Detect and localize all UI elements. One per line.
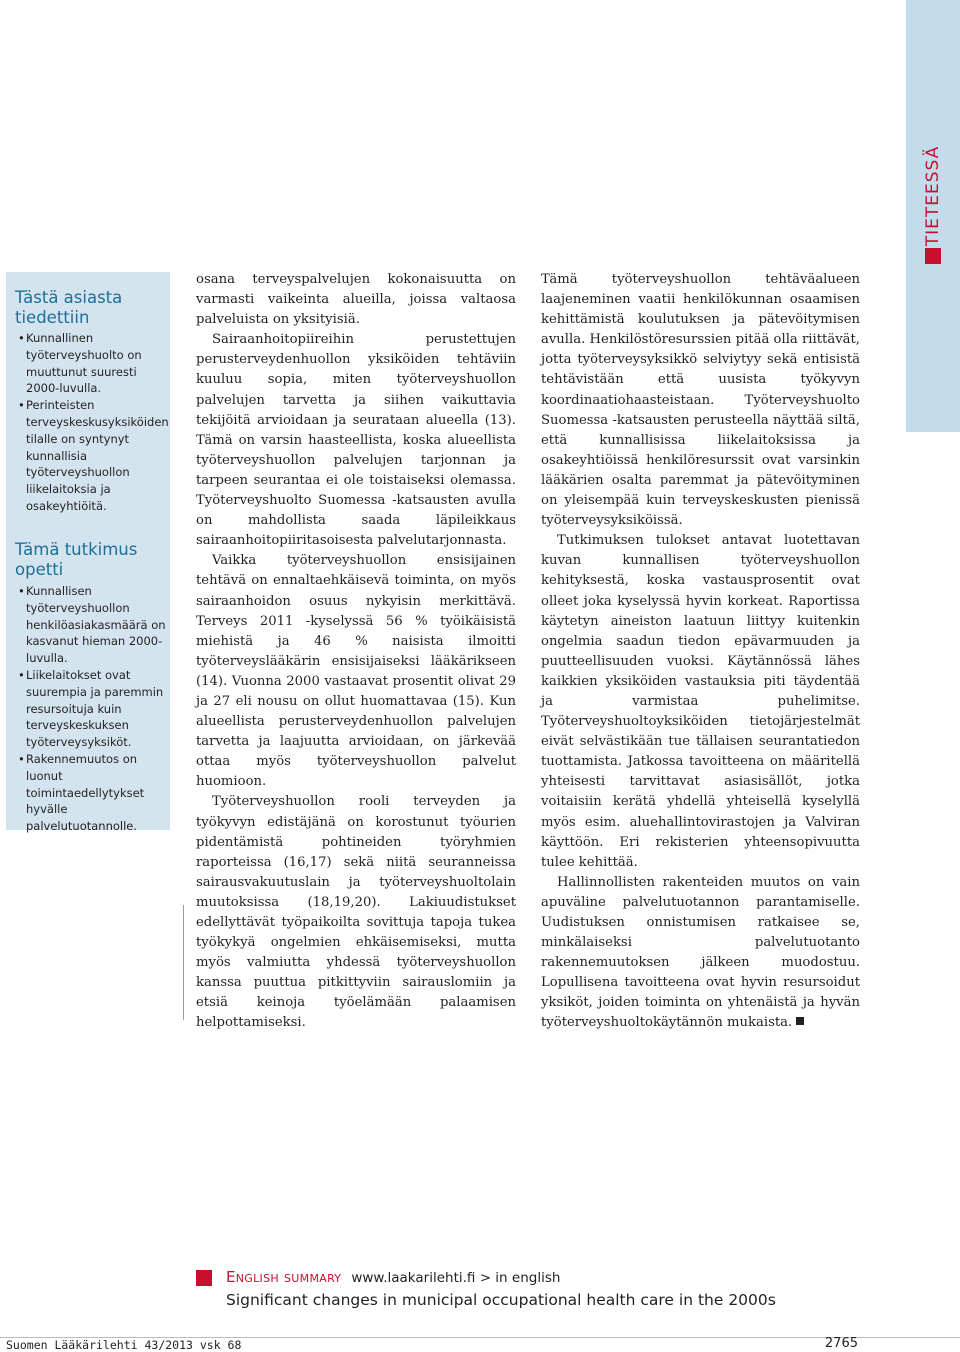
list-item: • Kunnallinen työterveyshuolto on muuttunut suuresti 2000-luvulla. xyxy=(18,330,168,397)
paragraph: Työterveyshuollon rooli terveyden ja työkyvyn edistäjänä on korostunut työurien pidentämistä pohtineiden työryhmien raporteissa (16,17) sekä niitä seuranneissa sairausvakuutuslain ja työterveyshuoltolain muutoksissa (18,19,20). Lakiuudistukset edellyttävät työpaikoilta sovittuja tapoja tukea työkykyä ongelmien ehkäisemiseksi, mutta myös valmiutta yhdessä työterveyshuollon kanssa puuttua pitkittyviin sairauslomiin ja etsiä keinoja työelämään palaamisen helpottamiseksi. xyxy=(196,794,516,1031)
key-points-box xyxy=(6,272,170,834)
known-list xyxy=(18,330,168,515)
list-item: • Perinteisten terveyskeskusyksiköiden tilalle on syntynyt kunnallisia työterveyshuollon liikelaitoksia ja osakeyhtiöitä. xyxy=(18,397,168,515)
english-summary-link[interactable]: www.laakarilehti.fi > in english xyxy=(351,1270,561,1286)
section-tab xyxy=(906,0,960,432)
paragraph: Tämä työterveyshuollon tehtäväalueen laajeneminen vaatii henkilökunnan osaamisen kehittämistä koulutuksen ja pätevöitymisen avulla. Henkilöstöresurssien pitää olla riittävät, jotta työterveysyksikkö selviytyy sekä entisistä tehtävistään että uusista työkyvyn koordinaatiohaasteistaan. Työterveyshuolto Suomessa -katsausten perusteella näyttää siltä, että kunnallisissa liikelaitoksissa ja osakeyhtiöissä henkilöresurssit ovat varsinkin lääkärien osalta paremmat ja pätevöityminen on yleisempää kuin terveyskeskusten pienissä työterveysyksiköissä. xyxy=(541,272,860,529)
section-tab-label: TIETEESSÄ xyxy=(923,145,943,247)
footer-journal: Suomen Lääkärilehti 43/2013 vsk 68 xyxy=(6,1338,242,1352)
paragraph: Vaikka työterveyshuollon ensisijainen tehtävä on ennaltaehkäisevä toiminta, on myös sairaanhoidon osuus nykyisin merkittävä. Terveys 2011 -kyselyssä 56 % työikäisistä miehistä ja 46 % naisista ilmoitti työterveyslääkärin ensisijaiseksi lääkärikseen (14). Vuonna 2000 vastaavat prosentit olivat 29 ja 27 eli nousu on ollut huomattavaa (15). Kun alueellista perusterveydenhuollon palvelujen tarvetta ja laajuutta arvioidaan, on järkevää ottaa myös työterveyshuollon palvelut huomioon. xyxy=(196,553,516,790)
paragraph-text: Hallinnollisten rakenteiden muutos on vain apuväline palvelutuotannon parantamiselle. Uudistuksen onnistumisen ratkaisee se, minkälaiseksi palvelutuotanto rakennemuutoksen jälkeen muodostuu. Lopullisena tavoitteena ovat hyvin resursoidut yksiköt, joiden toiminta on yhtenäistä ja hyvän työterveyshuoltokäytännön mukaista. xyxy=(541,874,860,1031)
section-marker-square xyxy=(925,248,941,264)
learned-heading: Tämä tutkimus opetti xyxy=(15,540,138,579)
section-tab-content xyxy=(906,145,960,270)
english-summary-header xyxy=(226,1266,560,1289)
paragraph: Tutkimuksen tulokset antavat luotettavan kuvan kunnallisen työterveyshuollon kehityksestä, koska vastausprosentit ovat olleet joka kyselyssä hyvin korkeat. Raportissa käytetyn aineiston laatuun liittyy kuitenkin ongelmia saadun tiedon epävarmuuden ja puutteellisuuden vuoksi. Käytännössä lähes kaikkien yksiköiden vastauksia piti täydentää ja varmistaa puhelimitse. Työterveyshuoltoyksiköiden tietojärjestelmät eivät selvästikään tue tällaisen seurantatiedon tuottamista. Jatkossa tavoitteena on määritellä yhteisesti tarvittavat asiasisällöt, jotka voitaisiin kerätä yhdellä yhteisellä kyselyllä myös esim. aluehallintovirastojen ja Valviran käyttöön. Eri rekisterien yhteensopivuutta tulee kehittää. xyxy=(541,533,860,870)
list-item: • Kunnallisen työterveyshuollon henkilöasiakasmäärä on kasvanut hieman 2000-luvulla. xyxy=(18,583,168,667)
list-item: • Liikelaitokset ovat suurempia ja paremmin resursoituja kuin terveyskeskuksen työterveysyksiköt. xyxy=(18,667,168,751)
list-item: • Rakennemuutos on luonut toimintaedellytykset hyvälle palvelutuotannolle. xyxy=(18,751,168,835)
summary-marker-square xyxy=(196,1270,212,1286)
page-number: 2765 xyxy=(824,1336,858,1351)
column-divider xyxy=(183,905,184,1020)
article-column-2 xyxy=(541,270,860,1034)
paragraph-last xyxy=(541,873,860,1034)
english-summary-label: English summary xyxy=(226,1268,342,1286)
article-column-1 xyxy=(196,270,516,1034)
end-of-article-mark xyxy=(796,1017,804,1025)
learned-list xyxy=(18,583,168,835)
known-heading: Tästä asiasta tiedettiin xyxy=(15,288,123,327)
paragraph: Sairaanhoitopiireihin perustettujen perusterveydenhuollon yksiköiden tehtäviin kuuluu sopia, miten työterveyshuollon palvelujen tarvetta ja siihen vaikuttavia tekijöitä arvioidaan ja seurataan alueella (13). Tämä on varsin haasteellista, koska alueellista työterveyshuollon palvelujen tarjonnan ja tarpeen seurantaa ei ole toistaiseksi olemassa. Työterveyshuolto Suomessa -katsausten avulla on mahdollista saada läpileikkaus sairaanhoitopiiritasoisesta palvelutarjonnasta. xyxy=(196,332,516,549)
english-summary-title: Significant changes in municipal occupational health care in the 2000s xyxy=(226,1291,776,1309)
paragraph: osana terveyspalvelujen kokonaisuutta on varmasti vaikeinta alueilla, joissa valtaosa palveluista on yksityisiä. xyxy=(196,272,516,328)
